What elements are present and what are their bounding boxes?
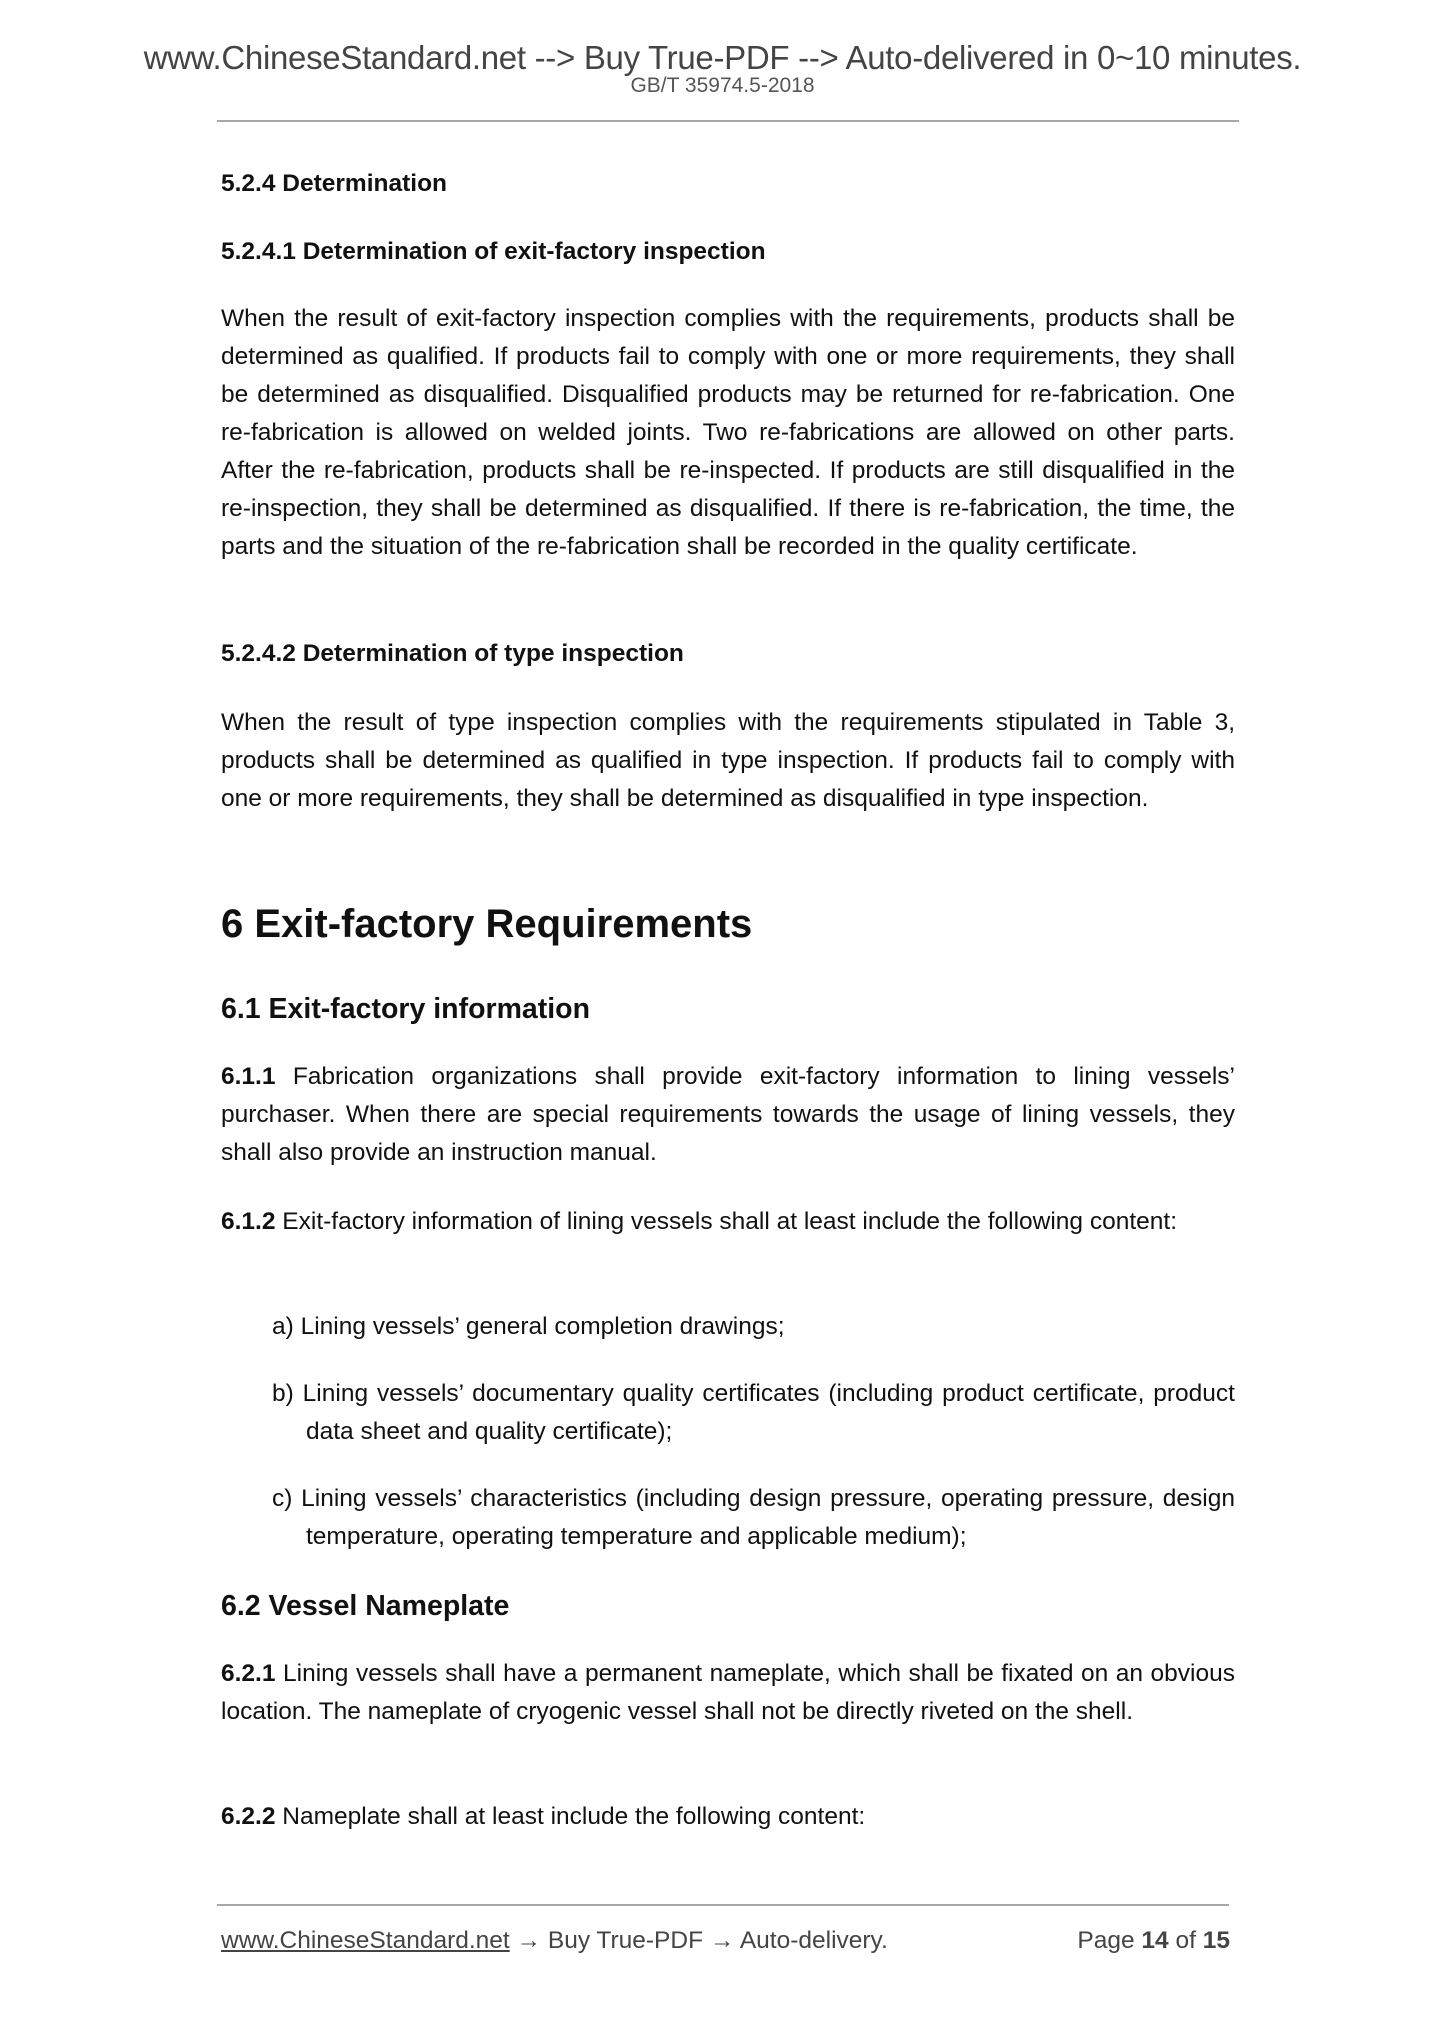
footer-rest: → Buy True-PDF → Auto-delivery.	[509, 1927, 888, 1954]
heading-5-2-4-1: 5.2.4.1 Determination of exit-factory inspection	[221, 238, 766, 265]
clause-number: 6.2.1	[221, 1660, 276, 1687]
of-label: of	[1168, 1927, 1203, 1954]
clause-text: Fabrication organizations shall provide exit-factory information to lining vessels’ purchaser. When there are special requirements towards the usage of lining vessels, they shall also provide an instruction manual.	[221, 1063, 1235, 1166]
heading-6-2: 6.2 Vessel Nameplate	[221, 1590, 510, 1622]
page-number	[1040, 1922, 1230, 1960]
clause-number: 6.1.1	[221, 1063, 276, 1090]
paragraph-5-2-4-2: When the result of type inspection complies with the requirements stipulated in Table 3, products shall be determined as qualified in type inspection. If products fail to comply with one or more requirements, they shall be determined as disqualified in type inspection.	[221, 709, 1235, 812]
paragraph-6-2-2	[221, 1798, 1235, 1836]
heading-5-2-4-2: 5.2.4.2 Determination of type inspection	[221, 640, 684, 667]
list-item-b: b) Lining vessels’ documentary quality certificates (including product certificate, product data sheet and quality certificate);	[272, 1380, 1235, 1445]
current-page: 14	[1141, 1927, 1169, 1954]
clause-text: Exit-factory information of lining vessels shall at least include the following content:	[275, 1208, 1178, 1235]
heading-6-1: 6.1 Exit-factory information	[221, 993, 590, 1025]
footer-link[interactable]: www.ChineseStandard.net	[221, 1927, 510, 1954]
clause-text: Lining vessels shall have a permanent nameplate, which shall be fixated on an obvious location. The nameplate of cryogenic vessel shall not be directly riveted on the shell.	[221, 1660, 1235, 1725]
clause-text: Nameplate shall at least include the following content:	[275, 1803, 866, 1830]
header-divider	[217, 120, 1239, 122]
paragraph-6-1-2	[221, 1203, 1235, 1241]
paragraph-6-1-1	[221, 1058, 1235, 1172]
footer-divider	[217, 1904, 1229, 1906]
header-banner: www.ChineseStandard.net --> Buy True-PDF --> Auto-delivered in 0~10 minutes.	[143, 39, 1302, 76]
standard-number: GB/T 35974.5-2018	[630, 74, 815, 97]
heading-5-2-4: 5.2.4 Determination	[221, 170, 448, 197]
paragraph-5-2-4-1: When the result of exit-factory inspection complies with the requirements, products shall be determined as qualified. If products fail to comply with one or more requirements, they shall be determined as disqualified. Disqualified products may be returned for re-fabrication. One re-fabrication is allowed on welded joints. Two re-fabrications are allowed on other parts. After the re-fabrication, products shall be re-inspected. If products are still disqualified in the re-inspection, they shall be determined as disqualified. If there is re-fabrication, the time, the parts and the situation of the re-fabrication shall be recorded in the quality certificate.	[221, 305, 1235, 560]
total-pages: 15	[1202, 1927, 1230, 1954]
heading-6: 6 Exit-factory Requirements	[221, 902, 753, 946]
clause-number: 6.2.2	[221, 1803, 276, 1830]
page-label: Page	[1077, 1927, 1142, 1954]
footer-text	[221, 1922, 888, 1960]
clause-number: 6.1.2	[221, 1208, 276, 1235]
paragraph-6-2-1	[221, 1655, 1235, 1731]
list-item-a: a) Lining vessels’ general completion drawings;	[272, 1313, 785, 1340]
list-item-c: c) Lining vessels’ characteristics (including design pressure, operating pressure, design temperature, operating temperature and applicable medium);	[272, 1485, 1235, 1550]
